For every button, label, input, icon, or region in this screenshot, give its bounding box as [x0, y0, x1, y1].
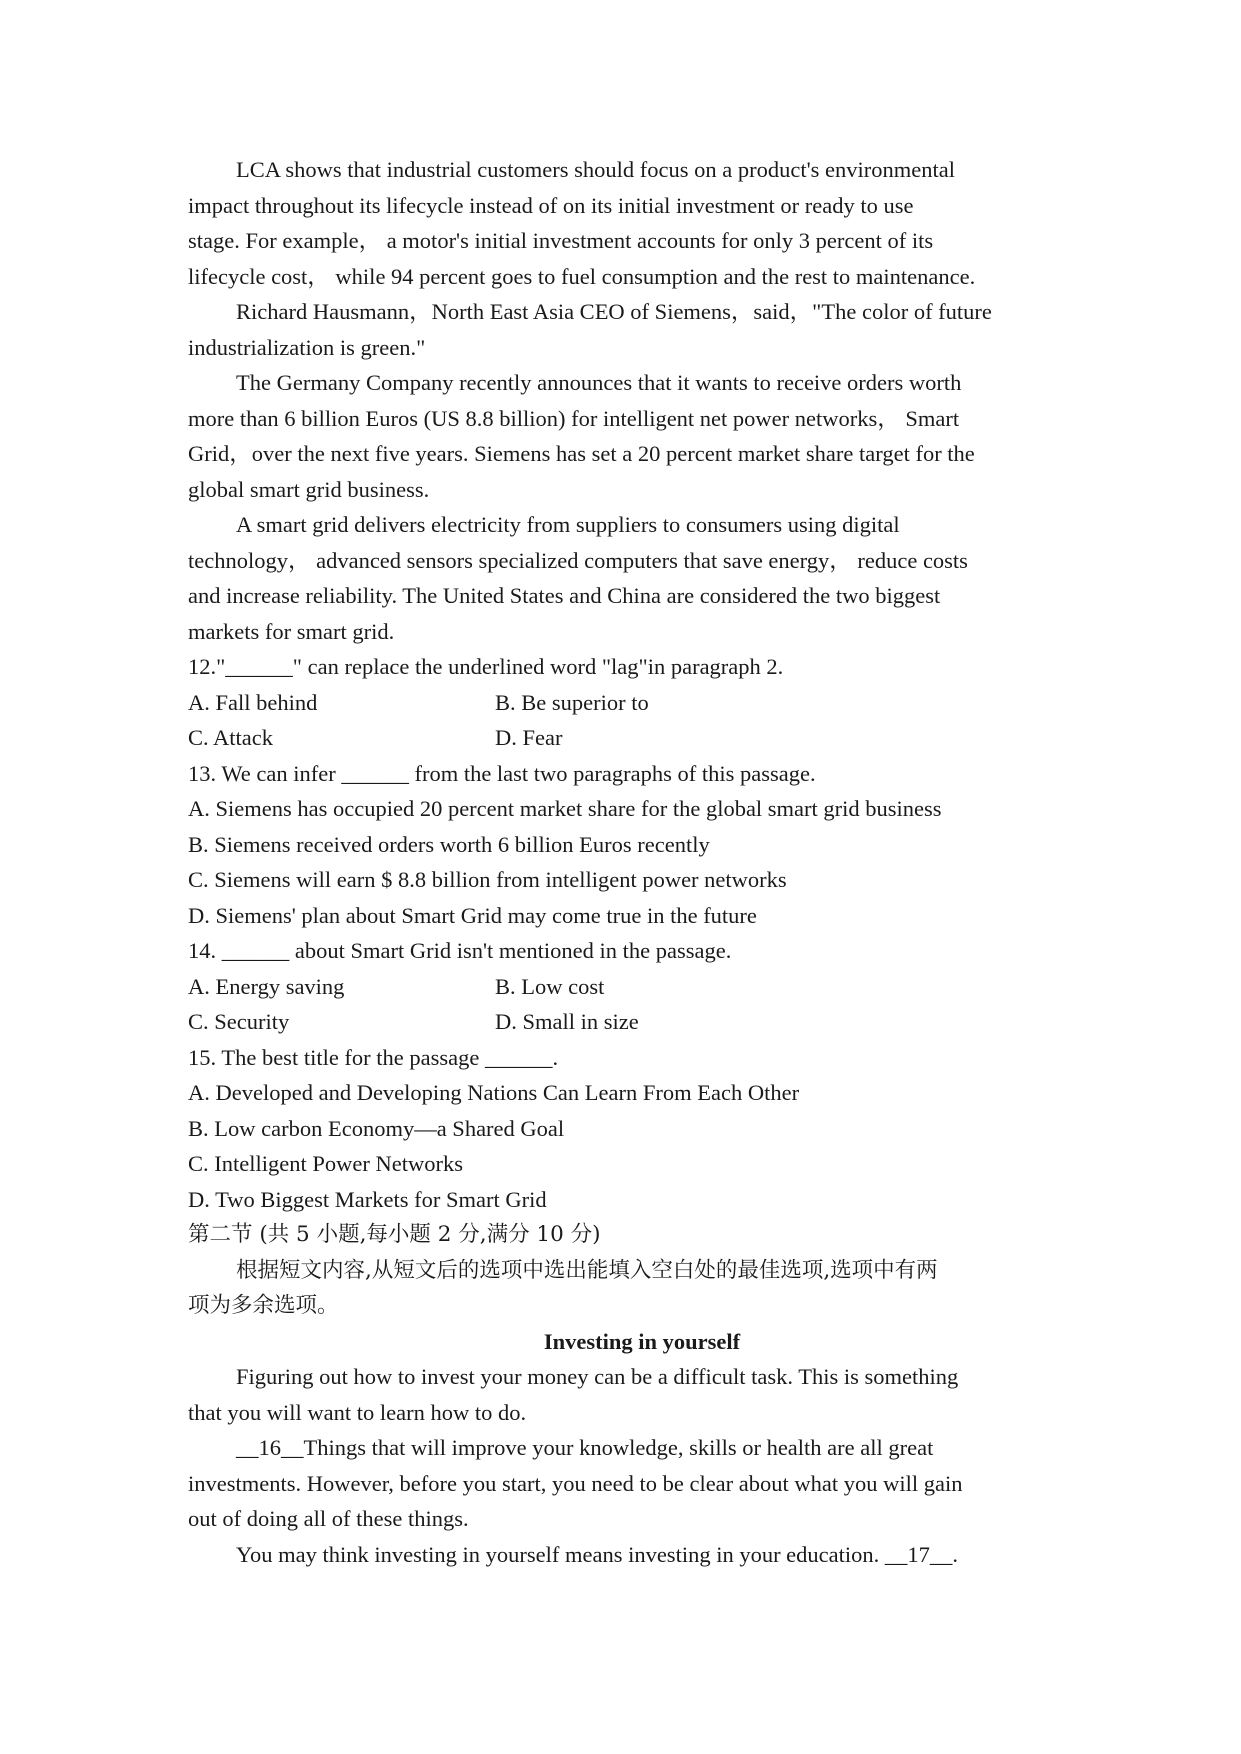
text-line: Grid，over the next five years. Siemens has set a 20 percent market share target for the	[188, 441, 975, 466]
option-d: D. Fear	[495, 725, 563, 750]
option-c: C. Security	[188, 1009, 290, 1034]
passage-paragraph	[188, 1359, 1068, 1430]
passage-paragraph	[188, 1430, 1068, 1537]
text-line: A smart grid delivers electricity from suppliers to consumers using digital	[236, 512, 900, 537]
section-instructions	[188, 1253, 1068, 1324]
text-line: You may think investing in yourself means investing in your education. __17__.	[236, 1541, 959, 1567]
option-d: D. Two Biggest Markets for Smart Grid	[188, 1186, 547, 1212]
text-line: industrialization is green."	[188, 334, 426, 360]
text-line: 根据短文内容,从短文后的选项中选出能填入空白处的最佳选项,选项中有两	[236, 1257, 938, 1283]
option-b: B. Low cost	[495, 973, 605, 999]
question-stem: 13. We can infer ______ from the last two paragraphs of this passage.	[188, 760, 816, 786]
question-stem: 14. ______ about Smart Grid isn't mentioned in the passage.	[188, 938, 732, 963]
passage-paragraph	[188, 507, 1068, 649]
exam-page	[188, 152, 1068, 1572]
text-line: stage. For example， a motor's initial investment accounts for only 3 percent of its	[188, 228, 934, 253]
option-d: D. Small in size	[495, 1009, 639, 1034]
option-a: A. Energy saving	[188, 973, 345, 999]
question-15	[188, 1040, 1068, 1218]
text-line: lifecycle cost， while 94 percent goes to fuel consumption and the rest to maintenance.	[188, 263, 976, 289]
passage-paragraph	[188, 365, 1068, 507]
text-line: LCA shows that industrial customers should focus on a product's environmental	[236, 157, 955, 182]
option-c: C. Intelligent Power Networks	[188, 1151, 463, 1176]
question-12	[188, 649, 1068, 756]
question-stem: 12."______" can replace the underlined word "lag"in paragraph 2.	[188, 654, 784, 679]
option-d: D. Siemens' plan about Smart Grid may come true in the future	[188, 902, 757, 928]
option-a: A. Siemens has occupied 20 percent market share for the global smart grid business	[188, 796, 942, 821]
option-row	[188, 720, 1068, 756]
text-line: investments. However, before you start, you need to be clear about what you will gain	[188, 1470, 963, 1496]
option-row	[188, 685, 1068, 721]
section-heading: 第二节 (共 5 小题,每小题 2 分,满分 10 分)	[188, 1222, 601, 1247]
text-line: The Germany Company recently announces that it wants to receive orders worth	[236, 370, 962, 395]
text-line: global smart grid business.	[188, 476, 430, 502]
option-c: C. Attack	[188, 725, 273, 750]
option-c: C. Siemens will earn $ 8.8 billion from intelligent power networks	[188, 867, 787, 892]
text-line: impact throughout its lifecycle instead of on its initial investment or ready to use	[188, 192, 914, 218]
text-line: __16__Things that will improve your knowledge, skills or health are all great	[236, 1435, 934, 1460]
text-line: more than 6 billion Euros (US 8.8 billion) for intelligent net power networks， Smart	[188, 405, 960, 431]
text-line: technology， advanced sensors specialized computers that save energy， reduce costs	[188, 547, 968, 573]
passage-paragraph	[188, 294, 1068, 365]
text-line: Figuring out how to invest your money can be a difficult task. This is something	[236, 1364, 959, 1389]
text-line: and increase reliability. The United States and China are considered the two biggest	[188, 583, 941, 608]
option-b: B. Be superior to	[495, 689, 649, 715]
option-a: A. Developed and Developing Nations Can Learn From Each Other	[188, 1080, 800, 1105]
option-a: A. Fall behind	[188, 689, 318, 715]
text-line: markets for smart grid.	[188, 618, 395, 644]
passage-paragraph	[188, 152, 1068, 294]
text-line: 项为多余选项。	[188, 1293, 339, 1318]
question-14	[188, 933, 1068, 1040]
passage-paragraph	[188, 1537, 1068, 1573]
text-line: Richard Hausmann，North East Asia CEO of Siemens，said，"The color of future	[236, 299, 992, 324]
text-line: that you will want to learn how to do.	[188, 1399, 527, 1425]
question-stem: 15. The best title for the passage ______.	[188, 1044, 559, 1070]
passage-title: Investing in yourself	[543, 1328, 741, 1354]
option-b: B. Low carbon Economy—a Shared Goal	[188, 1115, 565, 1141]
option-row	[188, 1004, 1068, 1040]
option-b: B. Siemens received orders worth 6 billion Euros recently	[188, 831, 710, 857]
question-13	[188, 756, 1068, 934]
text-line: out of doing all of these things.	[188, 1506, 469, 1531]
option-row	[188, 969, 1068, 1005]
